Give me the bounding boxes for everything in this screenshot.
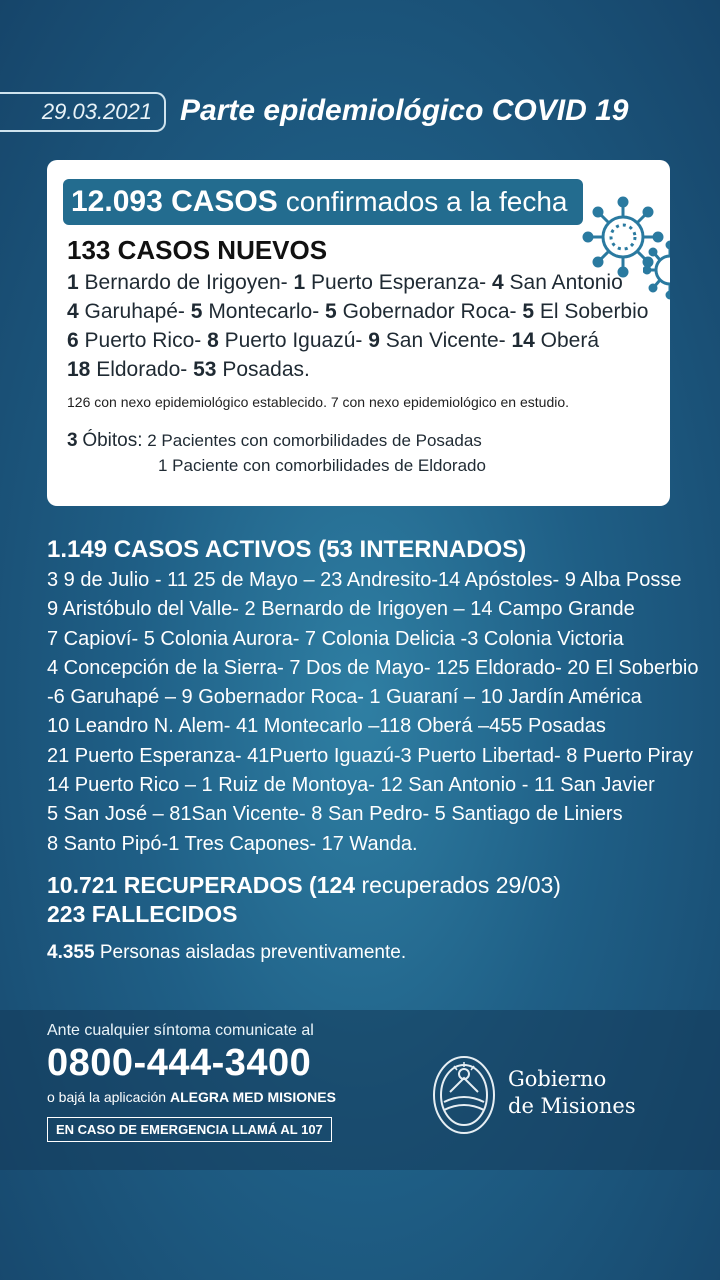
nexo-note: 126 con nexo epidemiológico establecido. 7 con nexo epidemiológico en estudio. — [67, 394, 570, 410]
new-cases-card — [47, 160, 670, 506]
active-row: 4 Concepción de la Sierra- 7 Dos de Mayo- 125 Eldorado- 20 El Soberbio — [47, 656, 699, 679]
active-row: 21 Puerto Esperanza- 41Puerto Iguazú-3 Puerto Libertad- 8 Puerto Piray — [47, 744, 693, 767]
new-cases-line — [67, 297, 657, 326]
deaths-total: 223 FALLECIDOS — [47, 901, 238, 927]
contact-intro: Ante cualquier síntoma comunicate al — [47, 1022, 314, 1039]
government-name — [508, 1066, 636, 1120]
case-count: 1 — [67, 271, 79, 294]
recovered-total: 10.721 RECUPERADOS ( — [47, 872, 317, 898]
case-count: 5 — [325, 300, 337, 323]
locality-name: Oberá — [540, 329, 600, 352]
header — [0, 92, 720, 134]
locality-name: Puerto Iguazú- — [224, 329, 363, 352]
confirmed-number: 12.093 CASOS — [71, 185, 278, 218]
locality-name: Puerto Rico- — [84, 329, 202, 352]
active-cases-section — [47, 536, 697, 859]
deaths-section — [67, 428, 657, 478]
active-row: 7 Capioví- 5 Colonia Aurora- 7 Colonia Delicia -3 Colonia Victoria — [47, 627, 624, 650]
active-row: 10 Leandro N. Alem- 41 Montecarlo –118 Oberá –455 Posadas — [47, 715, 606, 738]
locality-name: Garuhapé- — [84, 300, 185, 323]
confirmed-banner — [63, 179, 583, 225]
active-row: 14 Puerto Rico – 1 Ruiz de Montoya- 12 San Antonio - 11 San Javier — [47, 774, 655, 797]
locality-name: San Vicente- — [385, 329, 506, 352]
app-name: ALEGRA MED MISIONES — [169, 1089, 336, 1105]
recovered-new-number: 124 — [316, 872, 356, 898]
new-cases-list — [67, 268, 657, 384]
locality-name: Posadas. — [222, 358, 310, 381]
isolated-text: Personas aisladas preventivamente. — [94, 942, 407, 963]
deaths-line-2: 1 Paciente con comorbilidades de Eldorado — [158, 456, 486, 475]
government-line-2: de Misiones — [508, 1094, 636, 1118]
app-line-prefix: o bajá la aplicación — [47, 1089, 170, 1105]
emergency-box: EN CASO DE EMERGENCIA LLAMÁ AL 107 — [47, 1117, 332, 1142]
footer — [0, 1010, 720, 1170]
locality-name: San Antonio — [509, 271, 623, 294]
new-cases-line — [67, 268, 657, 297]
deaths-label: Óbitos: — [82, 430, 143, 451]
case-count: 9 — [368, 329, 380, 352]
case-count: 5 — [522, 300, 535, 323]
case-count: 1 — [293, 271, 306, 294]
card-body — [67, 235, 657, 478]
report-date: 29.03.2021 — [0, 92, 166, 132]
locality-name: Puerto Esperanza- — [311, 271, 487, 294]
recovered-line — [47, 872, 697, 899]
recovered-new-text: recuperados 29/03) — [355, 872, 561, 898]
government-line-1: Gobierno — [508, 1067, 607, 1091]
active-row: 9 Aristóbulo del Valle- 2 Bernardo de Irigoyen – 14 Campo Grande — [47, 598, 635, 621]
active-row: 8 Santo Pipó-1 Tres Capones- 17 Wanda. — [47, 832, 418, 855]
page-title: Parte epidemiológico COVID 19 — [180, 94, 629, 127]
active-cases-title: 1.149 CASOS ACTIVOS (53 INTERNADOS) — [47, 536, 527, 563]
recovered-section — [47, 872, 697, 964]
isolated-number: 4.355 — [47, 942, 95, 963]
deaths-line-1: 2 Pacientes con comorbilidades de Posadas — [147, 431, 482, 450]
locality-name: Gobernador Roca- — [342, 300, 517, 323]
case-count: 18 — [67, 358, 91, 381]
government-logo — [430, 1052, 670, 1142]
case-count: 8 — [207, 329, 219, 352]
case-count: 53 — [193, 358, 217, 381]
new-cases-title: 133 CASOS NUEVOS — [67, 235, 328, 265]
active-row: 5 San José – 81San Vicente- 8 San Pedro- 5 Santiago de Liniers — [47, 803, 623, 826]
confirmed-text: confirmados a la fecha — [285, 186, 568, 217]
new-cases-line — [67, 326, 657, 355]
contact-info — [47, 1022, 367, 1142]
deaths-count: 3 — [67, 430, 78, 451]
active-row: -6 Garuhapé – 9 Gobernador Roca- 1 Guaraní – 10 Jardín América — [47, 686, 642, 709]
locality-name: Eldorado- — [96, 358, 188, 381]
case-count: 5 — [190, 300, 203, 323]
locality-name: El Soberbio — [539, 300, 649, 323]
isolated-line — [47, 942, 697, 964]
new-cases-line — [67, 355, 657, 384]
case-count: 6 — [67, 329, 79, 352]
app-line — [47, 1089, 367, 1105]
case-count: 14 — [511, 329, 535, 352]
locality-name: Bernardo de Irigoyen- — [84, 271, 288, 294]
locality-name: Montecarlo- — [208, 300, 320, 323]
case-count: 4 — [491, 271, 504, 294]
case-count: 4 — [67, 300, 79, 323]
phone-number[interactable]: 0800-444-3400 — [47, 1042, 312, 1084]
provincial-seal-icon — [430, 1052, 498, 1138]
active-row: 3 9 de Julio - 11 25 de Mayo – 23 Andresito-14 Apóstoles- 9 Alba Posse — [47, 569, 682, 591]
